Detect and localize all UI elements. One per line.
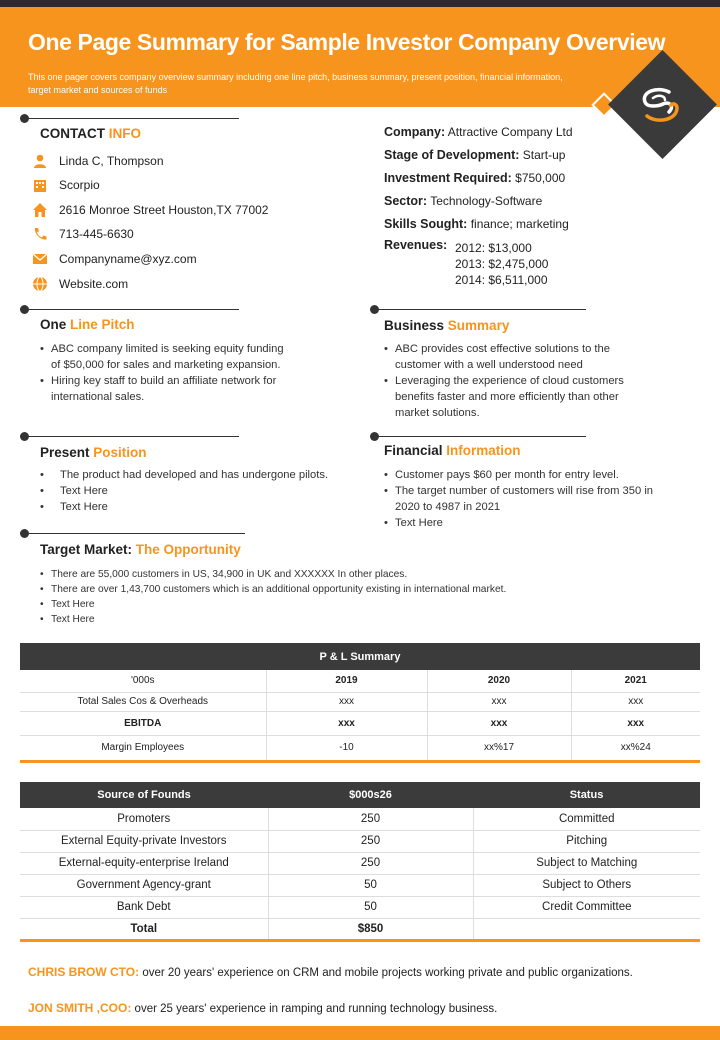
- list-item: • Customer pays $60 per month for entry level.: [384, 467, 654, 483]
- table-cell: -10: [266, 735, 427, 761]
- contact-address-row: [32, 202, 268, 218]
- revenues-row: [384, 238, 447, 252]
- swirl-logo-icon: [633, 78, 687, 132]
- business-heading-accent: Summary: [447, 318, 510, 333]
- contact-email: Companyname@xyz.com: [59, 252, 197, 266]
- revenue-2012: 2012: $13,000: [455, 241, 532, 255]
- position-heading-main: Present: [40, 445, 90, 460]
- table-row: [20, 874, 700, 896]
- target-heading: [40, 542, 241, 557]
- investment-value: $750,000: [515, 171, 566, 185]
- list-item: • Leveraging the experience of cloud customers benefits faster and more efficiently than other market solutions.: [384, 373, 654, 421]
- list-item: • ABC company limited is seeking equity funding of $50,000 for sales and marketing expansion.: [40, 341, 290, 373]
- pitch-heading-main: One: [40, 317, 67, 332]
- pl-summary-table: [20, 643, 700, 763]
- target-heading-accent: The Opportunity: [135, 542, 241, 557]
- table-cell: xxx: [571, 711, 700, 735]
- table-cell: 250: [268, 852, 473, 874]
- table-cell: Bank Debt: [20, 896, 268, 918]
- table-cell: 50: [268, 896, 473, 918]
- table-cell: xxx: [427, 692, 571, 711]
- company-label: Company:: [384, 125, 446, 139]
- table-row: [20, 852, 700, 874]
- investment-label: Investment Required:: [384, 171, 512, 185]
- header-banner: [0, 7, 720, 107]
- team-bio-cto: [28, 965, 633, 979]
- source-of-funds-table: [20, 782, 700, 942]
- section-rule: [374, 436, 586, 437]
- sector-row: [384, 194, 542, 208]
- table-cell: Total Sales Cos & Overheads: [20, 692, 266, 711]
- table-header-cell: Source of Founds: [20, 782, 268, 808]
- stage-value: Start-up: [522, 148, 566, 162]
- table-cell: EBITDA: [20, 711, 266, 735]
- skills-row: [384, 217, 569, 231]
- company-row: [384, 125, 573, 139]
- list-item: • ABC provides cost effective solutions to the customer with a well understood need: [384, 341, 654, 373]
- table-header-row: [20, 670, 700, 692]
- position-list: [40, 467, 360, 515]
- table-cell: Promoters: [20, 808, 268, 830]
- table-cell: $850: [268, 918, 473, 940]
- contact-name-row: [32, 153, 164, 169]
- contact-heading: [40, 126, 141, 141]
- list-item: • Hiring key staff to build an affiliate network for international sales.: [40, 373, 290, 405]
- list-item: • Text Here: [384, 515, 654, 531]
- globe-icon: [32, 276, 48, 292]
- table-cell: External-equity-enterprise Ireland: [20, 852, 268, 874]
- table-cell: 50: [268, 874, 473, 896]
- building-icon: [32, 177, 48, 193]
- table-cell: External Equity-private Investors: [20, 830, 268, 852]
- contact-heading-accent: INFO: [108, 126, 142, 141]
- contact-company-row: [32, 177, 100, 193]
- financial-heading-main: Financial: [384, 443, 443, 458]
- list-item: • Text Here: [40, 597, 660, 612]
- team-bio-coo: [28, 1001, 497, 1015]
- table-cell: Total: [20, 918, 268, 940]
- table-cell: Pitching: [473, 830, 700, 852]
- table-cell: Credit Committee: [473, 896, 700, 918]
- table-cell: Committed: [473, 808, 700, 830]
- team-name: JON SMITH ,COO:: [28, 1001, 132, 1015]
- table-header-row: [20, 782, 700, 808]
- table-total-row: [20, 918, 700, 940]
- list-item: • The target number of customers will rise from 350 in 2020 to 4987 in 2021: [384, 483, 654, 515]
- target-heading-main: Target Market:: [40, 542, 133, 557]
- financial-heading: [384, 443, 521, 458]
- pitch-list: [40, 341, 290, 405]
- table-row: [20, 692, 700, 711]
- section-rule: [24, 533, 245, 534]
- table-cell: 2020: [427, 670, 571, 692]
- business-list: [384, 341, 654, 421]
- list-item: • Text Here: [40, 612, 660, 627]
- contact-heading-main: CONTACT: [40, 126, 105, 141]
- position-heading-accent: Position: [93, 445, 147, 460]
- company-value: Attractive Company Ltd: [447, 125, 573, 139]
- pl-title: P & L Summary: [20, 643, 700, 670]
- financial-heading-accent: Information: [446, 443, 521, 458]
- stage-label: Stage of Development:: [384, 148, 520, 162]
- sector-value: Technology-Software: [430, 194, 543, 208]
- table-cell: '000s: [20, 670, 266, 692]
- team-name: CHRIS BROW CTO:: [28, 965, 140, 979]
- business-heading: [384, 318, 509, 333]
- table-cell: xxx: [427, 711, 571, 735]
- investment-row: [384, 171, 565, 185]
- person-icon: [32, 153, 48, 169]
- mail-icon: [32, 251, 48, 267]
- stage-row: [384, 148, 565, 162]
- table-cell: 250: [268, 808, 473, 830]
- skills-value: finance; marketing: [470, 217, 569, 231]
- team-text: over 25 years' experience in ramping and running technology business.: [134, 1003, 498, 1015]
- table-cell: [473, 918, 700, 940]
- table-cell: 250: [268, 830, 473, 852]
- list-item: • The product had developed and has undergone pilots.: [40, 467, 360, 483]
- table-cell: Subject to Matching: [473, 852, 700, 874]
- section-rule: [374, 309, 586, 310]
- table-row: [20, 711, 700, 735]
- table-row: [20, 808, 700, 830]
- revenue-2013: 2013: $2,475,000: [455, 257, 549, 271]
- page-title: One Page Summary for Sample Investor Company Overview: [28, 29, 666, 55]
- target-list: [40, 567, 660, 627]
- pitch-heading: [40, 317, 135, 332]
- pitch-heading-accent: Line Pitch: [70, 317, 135, 332]
- phone-icon: [32, 226, 48, 242]
- skills-label: Skills Sought:: [384, 217, 468, 231]
- contact-website: Website.com: [59, 277, 129, 291]
- home-icon: [32, 202, 48, 218]
- table-cell: Margin Employees: [20, 735, 266, 761]
- table-cell: xxx: [266, 711, 427, 735]
- page-subtitle: This one pager covers company overview summary including one line pitch, business summary, present position, financial information, target market and sources of funds: [28, 72, 563, 95]
- sector-label: Sector:: [384, 194, 428, 208]
- contact-email-row: [32, 251, 197, 267]
- team-text: over 20 years' experience on CRM and mobile projects working private and public organizations.: [142, 967, 633, 979]
- table-cell: xxx: [571, 692, 700, 711]
- list-item: • There are 55,000 customers in US, 34,900 in UK and XXXXXX In other places.: [40, 567, 660, 582]
- table-row: [20, 735, 700, 761]
- table-header-cell: $000s26: [268, 782, 473, 808]
- revenue-2014: 2014: $6,511,000: [455, 273, 548, 287]
- section-rule: [24, 436, 239, 437]
- table-cell: xx%17: [427, 735, 571, 761]
- table-cell: 2021: [571, 670, 700, 692]
- list-item: • There are over 1,43,700 customers which is an additional opportunity existing in international market.: [40, 582, 660, 597]
- contact-company: Scorpio: [59, 178, 100, 192]
- contact-name: Linda C, Thompson: [59, 154, 164, 168]
- table-row: [20, 896, 700, 918]
- list-item: • Text Here: [40, 499, 360, 515]
- section-rule: [24, 309, 239, 310]
- list-item: • Text Here: [40, 483, 360, 499]
- revenues-label: Revenues:: [384, 238, 448, 252]
- footer-bar: [0, 1026, 720, 1040]
- contact-phone: 713-445-6630: [59, 227, 134, 241]
- table-cell: 2019: [266, 670, 427, 692]
- table-row: [20, 830, 700, 852]
- table-cell: Subject to Others: [473, 874, 700, 896]
- table-cell: xxx: [266, 692, 427, 711]
- table-cell: xx%24: [571, 735, 700, 761]
- contact-website-row: [32, 276, 128, 292]
- top-dark-bar: [0, 0, 720, 7]
- business-heading-main: Business: [384, 318, 445, 333]
- table-cell: Government Agency-grant: [20, 874, 268, 896]
- contact-phone-row: [32, 226, 134, 242]
- table-header-cell: Status: [473, 782, 700, 808]
- position-heading: [40, 445, 147, 460]
- contact-address: 2616 Monroe Street Houston,TX 77002: [59, 203, 269, 217]
- section-rule: [24, 118, 239, 119]
- financial-list: [384, 467, 654, 531]
